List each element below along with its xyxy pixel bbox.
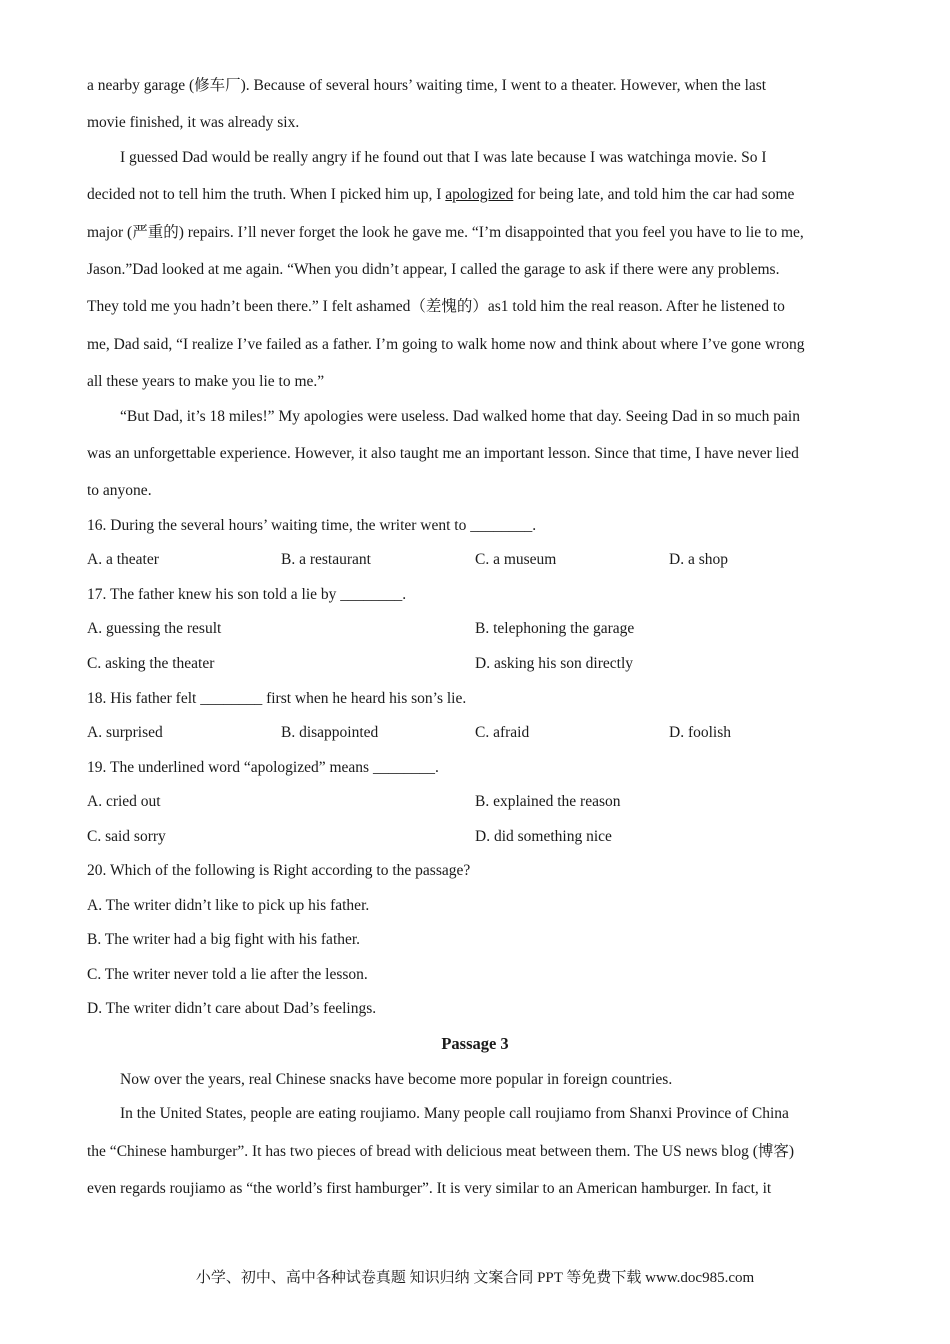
question-19-option-c: C. said sorry xyxy=(87,828,166,845)
passage-line: was an unforgettable experience. However, it also taught me an important lesson. Since that time, I have never lied xyxy=(87,445,799,462)
question-20-option-b: B. The writer had a big fight with his father. xyxy=(87,931,361,948)
question-17-option-d: D. asking his son directly xyxy=(475,655,633,672)
passage-line: Jason.”Dad looked at me again. “When you didn’t appear, I called the garage to ask if there were any problems. xyxy=(87,261,780,278)
question-18-option-d: D. foolish xyxy=(669,724,731,741)
question-19-stem: 19. The underlined word “apologized” means ________. xyxy=(87,759,439,776)
question-20-option-d: D. The writer didn’t care about Dad’s feelings. xyxy=(87,1000,377,1017)
passage-line: I guessed Dad would be really angry if he found out that I was late because I was watchinga movie. So I xyxy=(120,149,767,166)
passage-title: Passage 3 xyxy=(441,1034,509,1053)
question-19-option-b: B. explained the reason xyxy=(475,793,621,810)
question-16-option-b: B. a restaurant xyxy=(281,551,371,568)
question-16-option-d: D. a shop xyxy=(669,551,728,568)
question-20-stem: 20. Which of the following is Right according to the passage? xyxy=(87,862,471,879)
question-17-stem: 17. The father knew his son told a lie by ________. xyxy=(87,586,407,603)
question-20-option-a: A. The writer didn’t like to pick up his father. xyxy=(87,897,370,914)
question-17-option-a: A. guessing the result xyxy=(87,620,222,637)
passage-line: to anyone. xyxy=(87,482,152,499)
question-18-stem: 18. His father felt ________ first when he heard his son’s lie. xyxy=(87,690,467,707)
text-segment: decided not to tell him the truth. When I picked him up, I xyxy=(87,186,446,203)
question-17-option-c: C. asking the theater xyxy=(87,655,215,672)
question-19-option-d: D. did something nice xyxy=(475,828,612,845)
question-16-stem: 16. During the several hours’ waiting time, the writer went to ________. xyxy=(87,517,537,534)
question-16-option-a: A. a theater xyxy=(87,551,159,568)
passage-line: the “Chinese hamburger”. It has two pieces of bread with delicious meat between them. The US news blog (博客) xyxy=(87,1143,795,1160)
passage-line: In the United States, people are eating roujiamo. Many people call roujiamo from Shanxi Province of China xyxy=(120,1105,789,1122)
question-16-option-c: C. a museum xyxy=(475,551,557,568)
text-segment: for being late, and told him the car had some xyxy=(513,186,795,203)
question-17-option-b: B. telephoning the garage xyxy=(475,620,635,637)
passage-line: Now over the years, real Chinese snacks have become more popular in foreign countries. xyxy=(120,1071,673,1088)
question-18-option-b: B. disappointed xyxy=(281,724,379,741)
underlined-word-apologized: apologized xyxy=(445,186,514,203)
question-18-option-c: C. afraid xyxy=(475,724,530,741)
question-19-option-a: A. cried out xyxy=(87,793,161,810)
passage-line-apologized xyxy=(87,185,794,205)
passage-line: major (严重的) repairs. I’ll never forget the look he gave me. “I’m disappointed that you feel you have to lie to me, xyxy=(87,224,804,241)
passage-line: They told me you hadn’t been there.” I felt ashamed（差愧的）as1 told him the real reason. After he listened to xyxy=(87,298,785,315)
passage-line: even regards roujiamo as “the world’s first hamburger”. It is very similar to an American hamburger. In fact, it xyxy=(87,1180,772,1197)
question-20-option-c: C. The writer never told a lie after the lesson. xyxy=(87,966,368,983)
passage-line: a nearby garage (修车厂). Because of several hours’ waiting time, I went to a theater. However, when the last xyxy=(87,77,767,94)
question-18-option-a: A. surprised xyxy=(87,724,163,741)
passage-line: movie finished, it was already six. xyxy=(87,114,300,131)
passage-line: “But Dad, it’s 18 miles!” My apologies were useless. Dad walked home that day. Seeing Dad in so much pain xyxy=(120,408,800,425)
page-footer: 小学、初中、高中各种试卷真题 知识归纳 文案合同 PPT 等免费下载 www.doc985.com xyxy=(195,1270,755,1286)
passage-line: all these years to make you lie to me.” xyxy=(87,373,325,390)
passage-line: me, Dad said, “I realize I’ve failed as a father. I’m going to walk home now and think about where I’ve gone wrong xyxy=(87,336,805,353)
